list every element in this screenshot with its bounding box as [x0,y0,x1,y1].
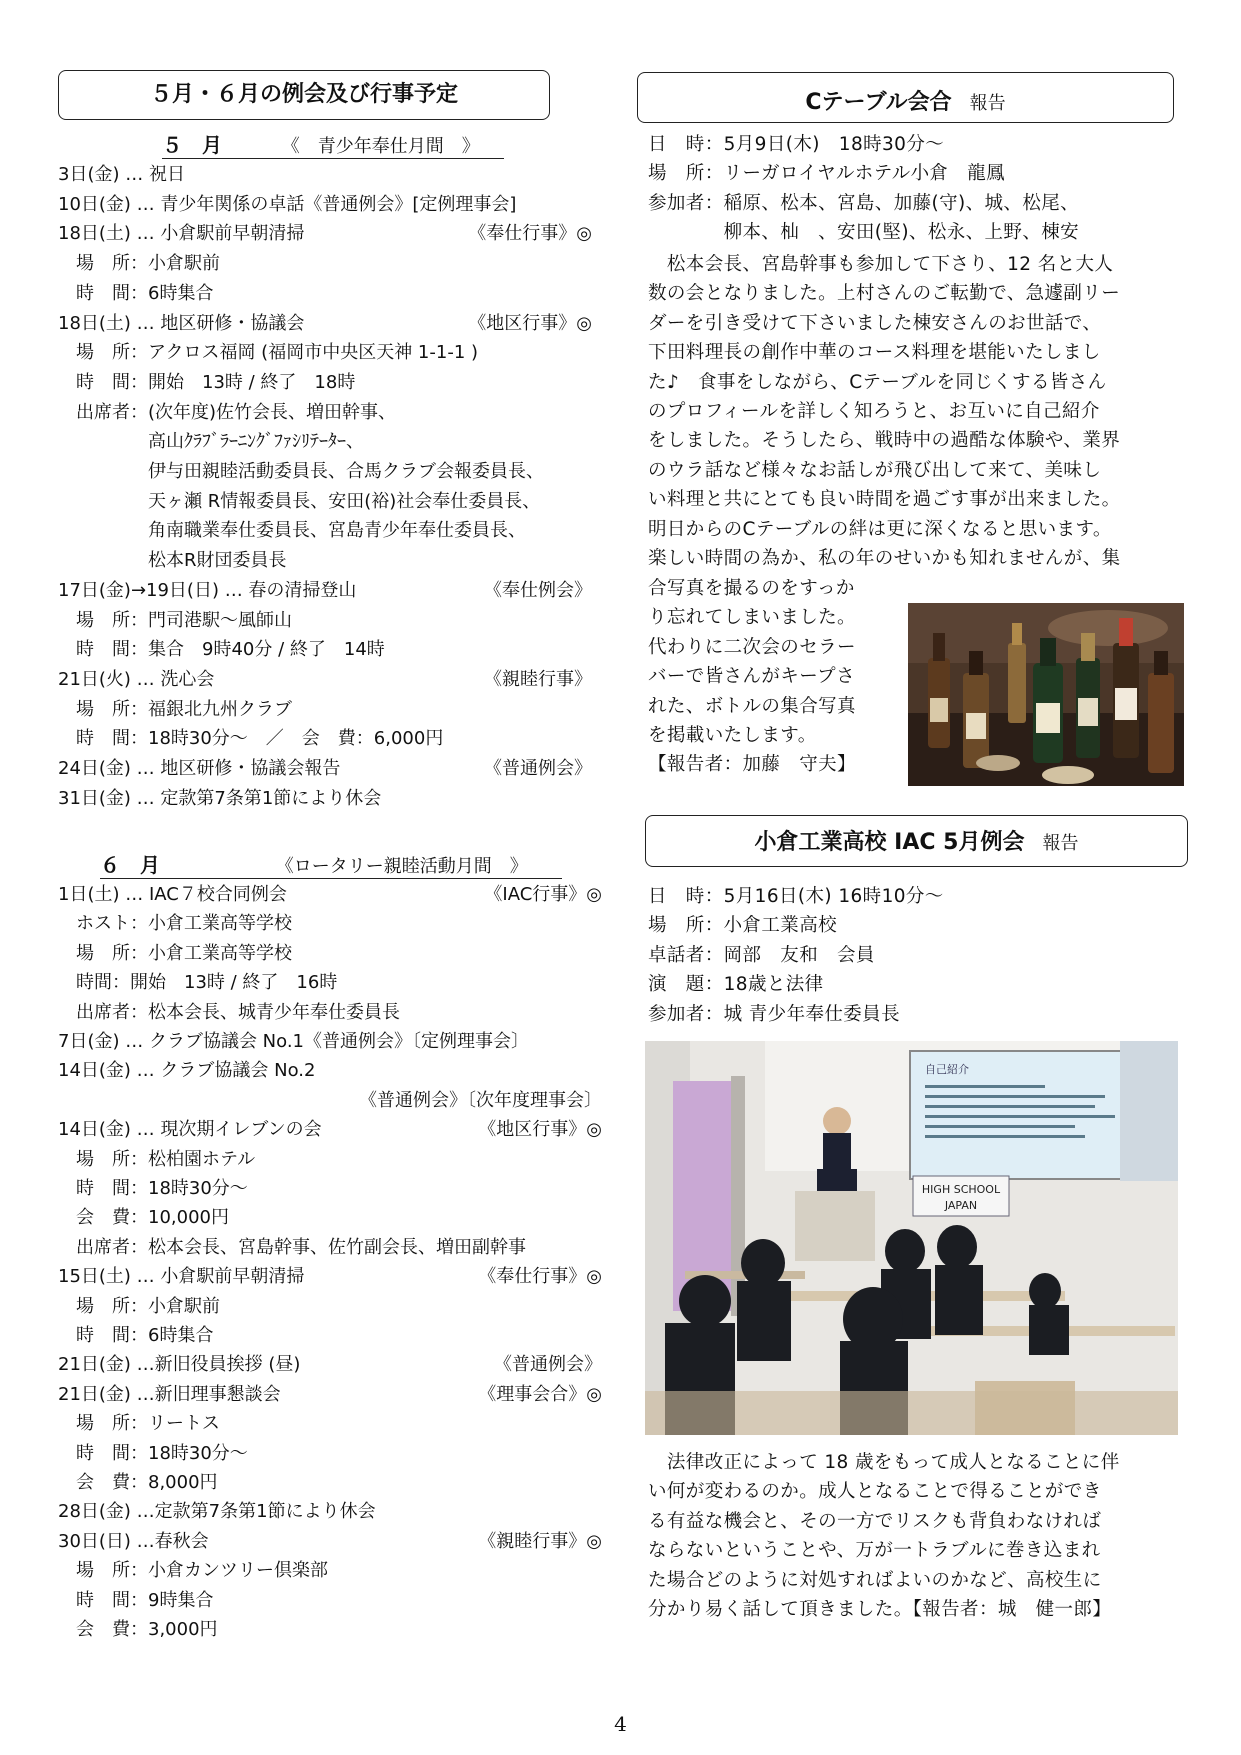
schedule-line [58,520,592,542]
iac-sub: 報告 [1042,833,1079,854]
schedule-line-text: 時 間：集合 9時40分 / 終了 14時 [58,639,385,661]
iac-info-line: 場 所：小倉工業高校 [648,915,838,937]
page-number: 4 [614,1712,627,1736]
schedule-line [58,402,592,424]
schedule-line [58,313,592,335]
schedule-line [58,1060,602,1082]
schedule-line [58,1207,602,1229]
schedule-line-text: 18日(土) … 小倉駅前早朝清掃 [58,223,305,245]
schedule-line-text: 時間：開始 13時 / 終了 16時 [58,972,338,994]
schedule-line [58,1237,602,1259]
schedule-line-tag: 《奉仕行事》◎ [478,1266,602,1288]
ctable-text-line: れた、ボトルの集合写真 [648,695,856,717]
schedule-line-tag: 《普通例会》〔次年度理事会〕 [359,1089,602,1111]
schedule-line [58,1119,602,1141]
schedule-line-tag: 《IAC行事》◎ [484,884,602,905]
schedule-line [58,283,592,305]
schedule-line-text: 18日(土) … 地区研修・協議会 [58,312,305,334]
schedule-line [58,342,592,364]
schedule-line [58,1149,602,1171]
schedule-line-text: 場 所：福銀北九州クラブ [58,698,292,720]
schedule-line-text: 場 所：リートス [58,1413,220,1435]
schedule-line [58,669,592,691]
may-theme: 《 青少年奉仕月間 》 [281,136,480,157]
banner-line-2: JAPAN [944,1199,978,1212]
iac-info-line: 日 時：5月16日(木) 16時10分～ [648,886,944,907]
iac-info-line: 卓話者：岡部 友和 会員 [648,944,875,966]
schedule-line [58,1266,602,1288]
bottles-photo-illustration [908,603,1184,786]
schedule-line [58,1531,602,1553]
iac-meeting-illustration [645,1041,1178,1435]
ctable-text-line: 数の会となりました。上村さんのご転勤で、急遽副リー [648,283,1121,305]
iac-text-line: る有益な機会と、その一方でリスクも背負わなければ [648,1510,1102,1532]
schedule-line [58,1501,602,1523]
schedule-line-text: 場 所：小倉工業高等学校 [58,942,292,964]
ctable-text-line: のウラ話など様々なお話しが飛び出して来て、美味し [648,459,1102,481]
schedule-line-text: 15日(土) … 小倉駅前早朝清掃 [58,1266,305,1288]
schedule-line [58,758,592,780]
schedule-line-tag: 《親睦行事》 [484,668,592,690]
bottles-photo [908,603,1184,786]
ctable-text-line: り忘れてしまいました。 [648,607,856,629]
schedule-line-text: 場 所：小倉カンツリー倶楽部 [58,1560,328,1582]
iac-info-line: 参加者：城 青少年奉仕委員長 [648,1003,900,1025]
schedule-line-tag: 《普通例会》 [484,758,592,779]
schedule-line-text: 30日(日) …春秋会 [58,1530,209,1552]
june-schedule-list [58,884,602,1664]
ctable-text-line: をしました。そうしたら、戦時中の過酷な体験や、業界 [648,430,1121,452]
schedule-line [58,431,592,453]
schedule-line [58,972,602,994]
schedule-line-text: 31日(金) … 定款第7条第1節により休会 [58,787,382,809]
schedule-line [58,699,592,721]
schedule-line [58,610,592,632]
schedule-title: ５月・６月の例会及び行事予定 [149,82,458,107]
ctable-text-line: 楽しい時間の為か、私の年のせいかも知れませんが、集 [648,548,1121,569]
ctable-text-line: 合写真を撮るのをすっか [648,578,855,599]
schedule-line-text: 14日(金) … 現次期イレブンの会 [58,1119,322,1141]
ctable-text-line: 松本会長、宮島幹事も参加して下さり、12 名と大人 [648,254,1114,275]
schedule-line-text: 時 間：18時30分～ ／ 会 費：6,000円 [58,728,444,750]
schedule-line [58,1031,602,1053]
schedule-line [58,491,592,513]
schedule-line-text: 会 費：3,000円 [58,1619,218,1640]
schedule-line [58,1560,602,1582]
schedule-line-text: 出席者：松本会長、宮島幹事、佐竹副会長、増田副幹事 [58,1236,526,1258]
ctable-text-line: い料理と共にとても良い時間を過ごす事が出来ました。 [648,489,1121,511]
iac-title: 小倉工業高校 IAC 5月例会 [754,830,1025,855]
schedule-line [58,194,592,216]
schedule-line [58,164,592,186]
iac-info-line: 演 題：18歳と法律 [648,974,824,996]
schedule-line-text: 時 間：開始 13時 / 終了 18時 [58,371,356,393]
schedule-line [58,728,592,750]
ctable-sub: 報告 [969,93,1006,114]
ctable-text-line: 代わりに二次会のセラー [648,636,856,658]
iac-text-line: 法律改正によって 18 歳をもって成人となることに伴 [648,1452,1120,1473]
schedule-line-text: 28日(金) …定款第7条第1節により休会 [58,1501,376,1523]
schedule-title-box [58,70,550,120]
ctable-info-line: 日 時：5月9日(木) 18時30分～ [648,134,945,155]
iac-text-line: 分かり易く話して頂きました。【報告者：城 健一郎】 [648,1599,1112,1620]
schedule-line-text: 1日(土) … IAC７校合同例会 [58,884,287,905]
schedule-line [58,1354,602,1376]
schedule-line [58,372,592,394]
schedule-line [58,223,592,245]
ctable-text-line: ダーを引き受けて下さいました棟安さんのお世話で、 [648,312,1102,334]
iac-text-line: ならないということや、万が一トラブルに巻き込まれ [648,1540,1101,1562]
schedule-line-text: 21日(金) …新旧役員挨拶 (昼) [58,1354,301,1376]
ctable-text-line: バーで皆さんがキープさ [648,666,855,688]
schedule-line-text: 高山ｸﾗﾌﾞﾗｰﾆﾝｸﾞﾌｧｼﾘﾃｰﾀｰ、 [58,431,364,453]
schedule-line-text: 時 間：18時30分～ [58,1442,248,1464]
schedule-line [58,1384,602,1406]
june-heading [100,854,562,879]
schedule-line [58,1590,602,1612]
schedule-line-text: 伊与田親睦活動委員長、合馬クラブ会報委員長、 [58,461,544,482]
schedule-line-text: 21日(火) … 洗心会 [58,668,215,690]
schedule-line-text: 会 費：8,000円 [58,1472,218,1493]
banner-line-1: HIGH SCHOOL [921,1183,1001,1196]
schedule-line-text: 10日(金) … 青少年関係の卓話《普通例会》[定例理事会] [58,193,517,215]
ctable-text-line: た♪ 食事をしながら、Cテーブルを同じくする皆さん [648,371,1107,393]
schedule-line-text: 7日(金) … クラブ協議会 No.1《普通例会》〔定例理事会〕 [58,1031,529,1052]
may-heading [162,134,504,159]
schedule-line-text: 出席者：松本会長、城青少年奉仕委員長 [58,1001,400,1023]
schedule-line-tag: 《奉仕例会》 [484,579,592,601]
schedule-line-text: 3日(金) … 祝日 [58,164,185,185]
slide-title: 自己紹介 [925,1063,969,1076]
schedule-line-text: 17日(金)→19日(日) … 春の清掃登山 [58,579,357,601]
schedule-line [58,1443,602,1465]
schedule-line [58,550,592,572]
schedule-line [58,1325,602,1347]
schedule-line-text: 時 間：9時集合 [58,1589,214,1611]
schedule-line [58,1619,602,1641]
may-month: ５ 月 [162,133,222,157]
schedule-line-text: 場 所：小倉駅前 [58,253,220,275]
schedule-line [58,1178,602,1200]
schedule-line [58,884,602,906]
schedule-line-text: 14日(金) … クラブ協議会 No.2 [58,1060,316,1082]
schedule-line-text: 時 間：6時集合 [58,1325,214,1346]
schedule-line-text: ホスト：小倉工業高等学校 [58,913,292,935]
schedule-line [58,943,602,965]
schedule-line [58,913,602,935]
schedule-line-text: 24日(金) … 地区研修・協議会報告 [58,758,341,779]
schedule-line-text: 場 所：門司港駅～風師山 [58,609,292,631]
ctable-title-box [637,72,1174,123]
ctable-text-line: を掲載いたします。 [648,725,817,746]
schedule-line-tag: 《地区行事》◎ [478,1119,602,1141]
schedule-line [58,1413,602,1435]
schedule-line-text: 場 所：松柏園ホテル [58,1148,256,1170]
ctable-info-line: 参加者：稲原、松本、宮島、加藤(守)、城、松尾、 [648,192,1080,214]
ctable-text-line: 下田料理長の創作中華のコース料理を堪能いたしまし [648,342,1101,364]
june-month: ６ 月 [100,853,160,877]
schedule-line-text: 場 所：小倉駅前 [58,1295,220,1317]
iac-text-line: た場合どのように対処すればよいのかなど、高校生に [648,1569,1102,1591]
june-theme: 《ロータリー親睦活動月間 》 [275,856,528,877]
schedule-line-text: 時 間：6時集合 [58,282,214,304]
schedule-line [58,580,592,602]
ctable-text-line: 【報告者：加藤 守夫】 [648,754,856,776]
schedule-line-text: 天ヶ瀬 R情報委員長、安田(裕)社会奉仕委員長、 [58,490,541,512]
schedule-line-text: 角南職業奉仕委員長、宮島青少年奉仕委員長、 [58,520,526,542]
ctable-title: Cテーブル会合 [805,90,952,115]
schedule-line [58,1472,602,1494]
schedule-line [58,788,592,810]
schedule-line [58,1002,602,1024]
ctable-info-line: 柳本、杣 、安田(堅)、松永、上野、棟安 [648,221,1080,243]
ctable-text-line: のプロフィールを詳しく知ろうと、お互いに自己紹介 [648,401,1100,422]
schedule-line-tag: 《理事会合》◎ [478,1383,602,1405]
schedule-line-tag: 《普通例会》 [494,1354,602,1376]
may-schedule-list [58,164,592,814]
schedule-line [58,639,592,661]
schedule-line-text: 場 所：アクロス福岡 (福岡市中央区天神 1-1-1 ) [58,342,479,364]
schedule-line [58,1296,602,1318]
schedule-line-tag: 《地区行事》◎ [468,312,592,334]
iac-meeting-photo [645,1041,1178,1435]
schedule-line-tag: 《親睦行事》◎ [478,1530,602,1552]
schedule-line-text: 時 間：18時30分～ [58,1178,248,1199]
schedule-line-text: 21日(金) …新旧理事懇談会 [58,1383,281,1405]
schedule-line [58,461,592,483]
iac-title-box [645,815,1188,867]
ctable-info-line: 場 所：リーガロイヤルホテル小倉 龍鳳 [648,163,1006,185]
schedule-line-text: 会 費：10,000円 [58,1207,229,1229]
schedule-line-text: 松本R財団委員長 [58,550,287,572]
schedule-line [58,253,592,275]
iac-text-line: い何が変わるのか。成人となることで得ることができ [648,1481,1102,1503]
schedule-line-text: 出席者：(次年度)佐竹会長、増田幹事、 [58,401,397,423]
schedule-line-tag: 《奉仕行事》◎ [468,223,592,245]
ctable-text-line: 明日からのCテーブルの絆は更に深くなると思います。 [648,518,1112,540]
